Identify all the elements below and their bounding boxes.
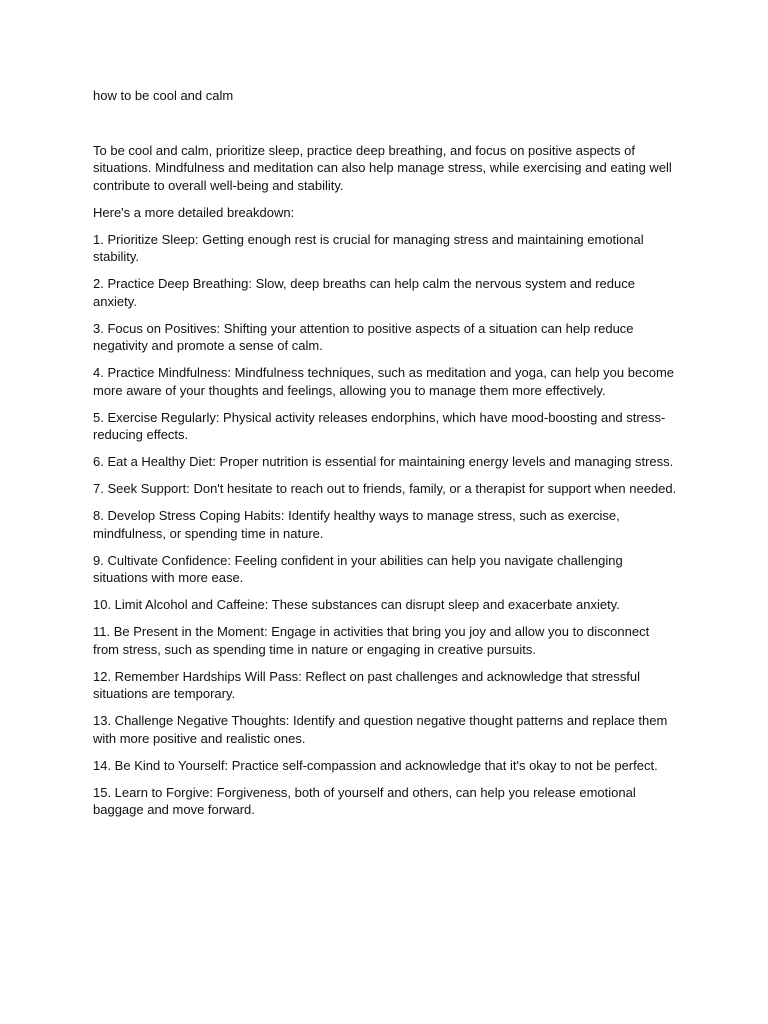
list-item: 1. Prioritize Sleep: Getting enough rest is crucial for managing stress and maintaining emotional stability. [93, 231, 644, 264]
tips-list [93, 231, 678, 819]
list-item: 11. Be Present in the Moment: Engage in activities that bring you joy and allow you to disconnect from stress, such as spending time in nature or engaging in creative pursuits. [93, 624, 650, 657]
list-item: 15. Learn to Forgive: Forgiveness, both of yourself and others, can help you release emotional baggage and move forward. [93, 784, 636, 817]
list-item: 9. Cultivate Confidence: Feeling confident in your abilities can help you navigate challenging situations with more ease. [93, 552, 623, 585]
list-item: 14. Be Kind to Yourself: Practice self-compassion and acknowledge that it's okay to not be perfect. [93, 757, 658, 773]
document-title: how to be cool and calm [93, 88, 234, 103]
list-item: 8. Develop Stress Coping Habits: Identify healthy ways to manage stress, such as exercise, mindfulness, or spending time in nature. [93, 508, 620, 541]
list-item: 10. Limit Alcohol and Caffeine: These substances can disrupt sleep and exacerbate anxiety. [93, 597, 620, 612]
list-item: 13. Challenge Negative Thoughts: Identify and question negative thought patterns and replace them with more positive and realistic ones. [93, 713, 668, 746]
intro-paragraph: To be cool and calm, prioritize sleep, practice deep breathing, and focus on positive aspects of situations. Mindfulness and meditation can also help manage stress, while exercising and eating well contribute to overall well-being and stability. [93, 142, 672, 193]
list-item: 5. Exercise Regularly: Physical activity releases endorphins, which have mood-boosting and stress-reducing effects. [93, 409, 666, 442]
list-item: 7. Seek Support: Don't hesitate to reach out to friends, family, or a therapist for support when needed. [93, 481, 677, 496]
document-body [93, 87, 678, 828]
list-item: 4. Practice Mindfulness: Mindfulness techniques, such as meditation and yoga, can help you become more aware of your thoughts and feelings, allowing you to manage them more effectively. [93, 365, 675, 398]
list-item: 12. Remember Hardships Will Pass: Reflect on past challenges and acknowledge that stressful situations are temporary. [93, 668, 640, 701]
list-item: 6. Eat a Healthy Diet: Proper nutrition is essential for maintaining energy levels and managing stress. [93, 454, 674, 469]
list-item: 3. Focus on Positives: Shifting your attention to positive aspects of a situation can help reduce negativity and promote a sense of calm. [93, 320, 634, 353]
breakdown-heading: Here's a more detailed breakdown: [93, 204, 295, 220]
list-item: 2. Practice Deep Breathing: Slow, deep breaths can help calm the nervous system and reduce anxiety. [93, 276, 635, 309]
